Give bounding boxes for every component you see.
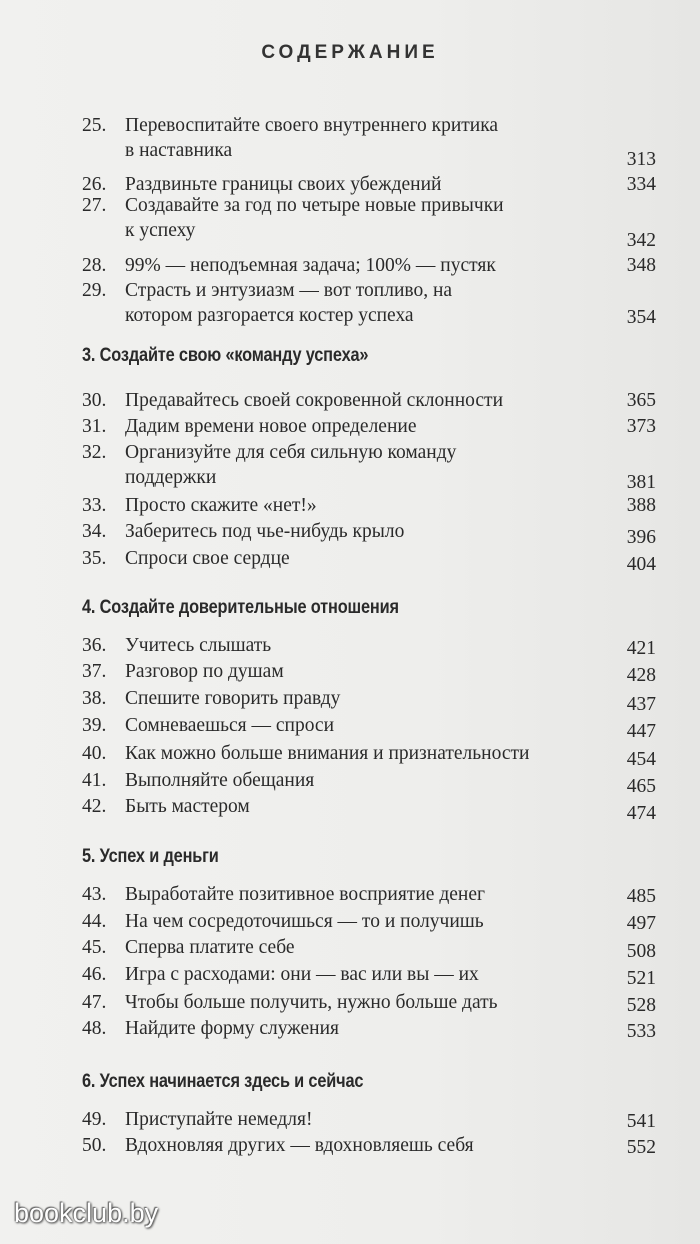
entry-page: 454 bbox=[626, 749, 656, 770]
entry-page: 388 bbox=[626, 495, 656, 516]
entry-page: 373 bbox=[626, 416, 656, 437]
entry-number: 37. bbox=[82, 661, 107, 682]
entry-title: Сперва платите себе bbox=[125, 937, 295, 958]
entry-page: 404 bbox=[626, 554, 656, 575]
entry-number: 28. bbox=[82, 255, 107, 276]
entry-number: 45. bbox=[82, 937, 107, 958]
entry-page: 474 bbox=[626, 803, 656, 824]
entry-page: 465 bbox=[626, 776, 656, 797]
entry-number: 50. bbox=[82, 1135, 107, 1156]
entry-page: 437 bbox=[626, 694, 656, 715]
entry-number: 27. bbox=[82, 195, 107, 216]
entry-page: 365 bbox=[626, 390, 656, 411]
entry-page: 508 bbox=[626, 941, 656, 962]
entry-title: Приступайте немедля! bbox=[125, 1109, 313, 1130]
entry-number: 36. bbox=[82, 635, 107, 656]
entry-title-line1: Организуйте для себя сильную команду bbox=[125, 442, 457, 463]
toc-entry-28 bbox=[82, 253, 656, 278]
entry-title: Сомневаешься — спроси bbox=[125, 715, 335, 736]
entry-title: На чем сосредоточишься — то и получишь bbox=[125, 911, 484, 932]
entry-page: 334 bbox=[626, 174, 656, 195]
entry-page: 354 bbox=[626, 307, 656, 328]
entry-number: 30. bbox=[82, 390, 107, 411]
entry-page: 552 bbox=[626, 1137, 656, 1158]
entry-number: 48. bbox=[82, 1018, 107, 1039]
entry-page: 348 bbox=[626, 255, 656, 276]
entry-title: Найдите форму служения bbox=[125, 1018, 339, 1039]
entry-number: 38. bbox=[82, 688, 107, 709]
entry-page: 447 bbox=[626, 721, 656, 742]
entry-title: Быть мастером bbox=[125, 796, 250, 817]
entry-number: 49. bbox=[82, 1109, 107, 1130]
entry-page: 528 bbox=[626, 995, 656, 1016]
entry-number: 35. bbox=[82, 548, 107, 569]
toc-entry-29 bbox=[82, 278, 656, 328]
entry-page: 428 bbox=[626, 665, 656, 686]
entry-title-line2: в наставника bbox=[125, 140, 233, 161]
entry-title: Заберитесь под чье-нибудь крыло bbox=[125, 521, 405, 542]
entry-page: 541 bbox=[626, 1111, 656, 1132]
entry-title: Спроси свое сердце bbox=[125, 548, 290, 569]
entry-number: 25. bbox=[82, 115, 107, 136]
entry-number: 43. bbox=[82, 884, 107, 905]
entry-number: 44. bbox=[82, 911, 107, 932]
entry-title: Выработайте позитивное восприятие денег bbox=[125, 884, 485, 905]
entry-title: 99% — неподъемная задача; 100% — пустяк bbox=[125, 255, 496, 276]
entry-title: Вдохновляя других — вдохновляешь себя bbox=[125, 1135, 474, 1156]
entry-number: 40. bbox=[82, 743, 107, 764]
entry-title: Выполняйте обещания bbox=[125, 770, 315, 791]
entry-title: Спешите говорить правду bbox=[125, 688, 341, 709]
entry-number: 46. bbox=[82, 964, 107, 985]
entry-page: 533 bbox=[626, 1021, 656, 1042]
entry-title-line1: Перевоспитайте своего внутреннего критика bbox=[125, 115, 499, 136]
entry-number: 34. bbox=[82, 521, 107, 542]
entry-number: 29. bbox=[82, 280, 107, 301]
entry-number: 32. bbox=[82, 442, 107, 463]
entry-number: 33. bbox=[82, 495, 107, 516]
entry-title-line1: Создавайте за год по четыре новые привычки bbox=[125, 195, 504, 216]
entry-page: 485 bbox=[626, 886, 656, 907]
toc-entry-25 bbox=[82, 113, 656, 170]
entry-number: 41. bbox=[82, 770, 107, 791]
toc-entry-27 bbox=[82, 193, 656, 251]
entry-page: 421 bbox=[626, 638, 656, 659]
entry-title: Дадим времени новое определение bbox=[125, 416, 417, 437]
entry-number: 39. bbox=[82, 715, 107, 736]
entry-title: Игра с расходами: они — вас или вы — их bbox=[125, 964, 479, 985]
entry-page: 521 bbox=[626, 968, 656, 989]
entry-number: 47. bbox=[82, 992, 107, 1013]
entry-page: 396 bbox=[626, 527, 656, 548]
entry-page: 313 bbox=[626, 149, 656, 170]
entry-title: Просто скажите «нет!» bbox=[125, 495, 317, 516]
watermark: bookclub.by bbox=[14, 1198, 159, 1228]
section-heading-5: 5. Успех и деньги bbox=[82, 846, 219, 867]
entry-title: Как можно больше внимания и признательности bbox=[125, 743, 530, 764]
entry-title: Чтобы больше получить, нужно больше дать bbox=[125, 992, 498, 1013]
entry-page: 342 bbox=[626, 230, 656, 251]
entry-title-line2: котором разгорается костер успеха bbox=[125, 305, 414, 326]
section-heading-4: 4. Создайте доверительные отношения bbox=[82, 597, 399, 618]
entry-title: Разговор по душам bbox=[125, 661, 284, 682]
entry-title-line1: Страсть и энтузиазм — вот топливо, на bbox=[125, 280, 453, 301]
entry-title: Предавайтесь своей сокровенной склонности bbox=[125, 390, 504, 411]
entry-title-line2: поддержки bbox=[125, 467, 217, 488]
entry-number: 31. bbox=[82, 416, 107, 437]
section-heading-3: 3. Создайте свою «команду успеха» bbox=[82, 345, 369, 366]
entry-title-line2: к успеху bbox=[125, 220, 196, 241]
entry-page: 381 bbox=[626, 472, 656, 493]
page-header: СОДЕРЖАНИЕ bbox=[261, 42, 439, 63]
entry-title: Учитесь слышать bbox=[125, 635, 272, 656]
entry-number: 42. bbox=[82, 796, 107, 817]
entry-title: Раздвиньте границы своих убеждений bbox=[125, 174, 442, 195]
section-heading-6: 6. Успех начинается здесь и сейчас bbox=[82, 1071, 364, 1092]
entry-page: 497 bbox=[626, 913, 656, 934]
entry-number: 26. bbox=[82, 174, 107, 195]
